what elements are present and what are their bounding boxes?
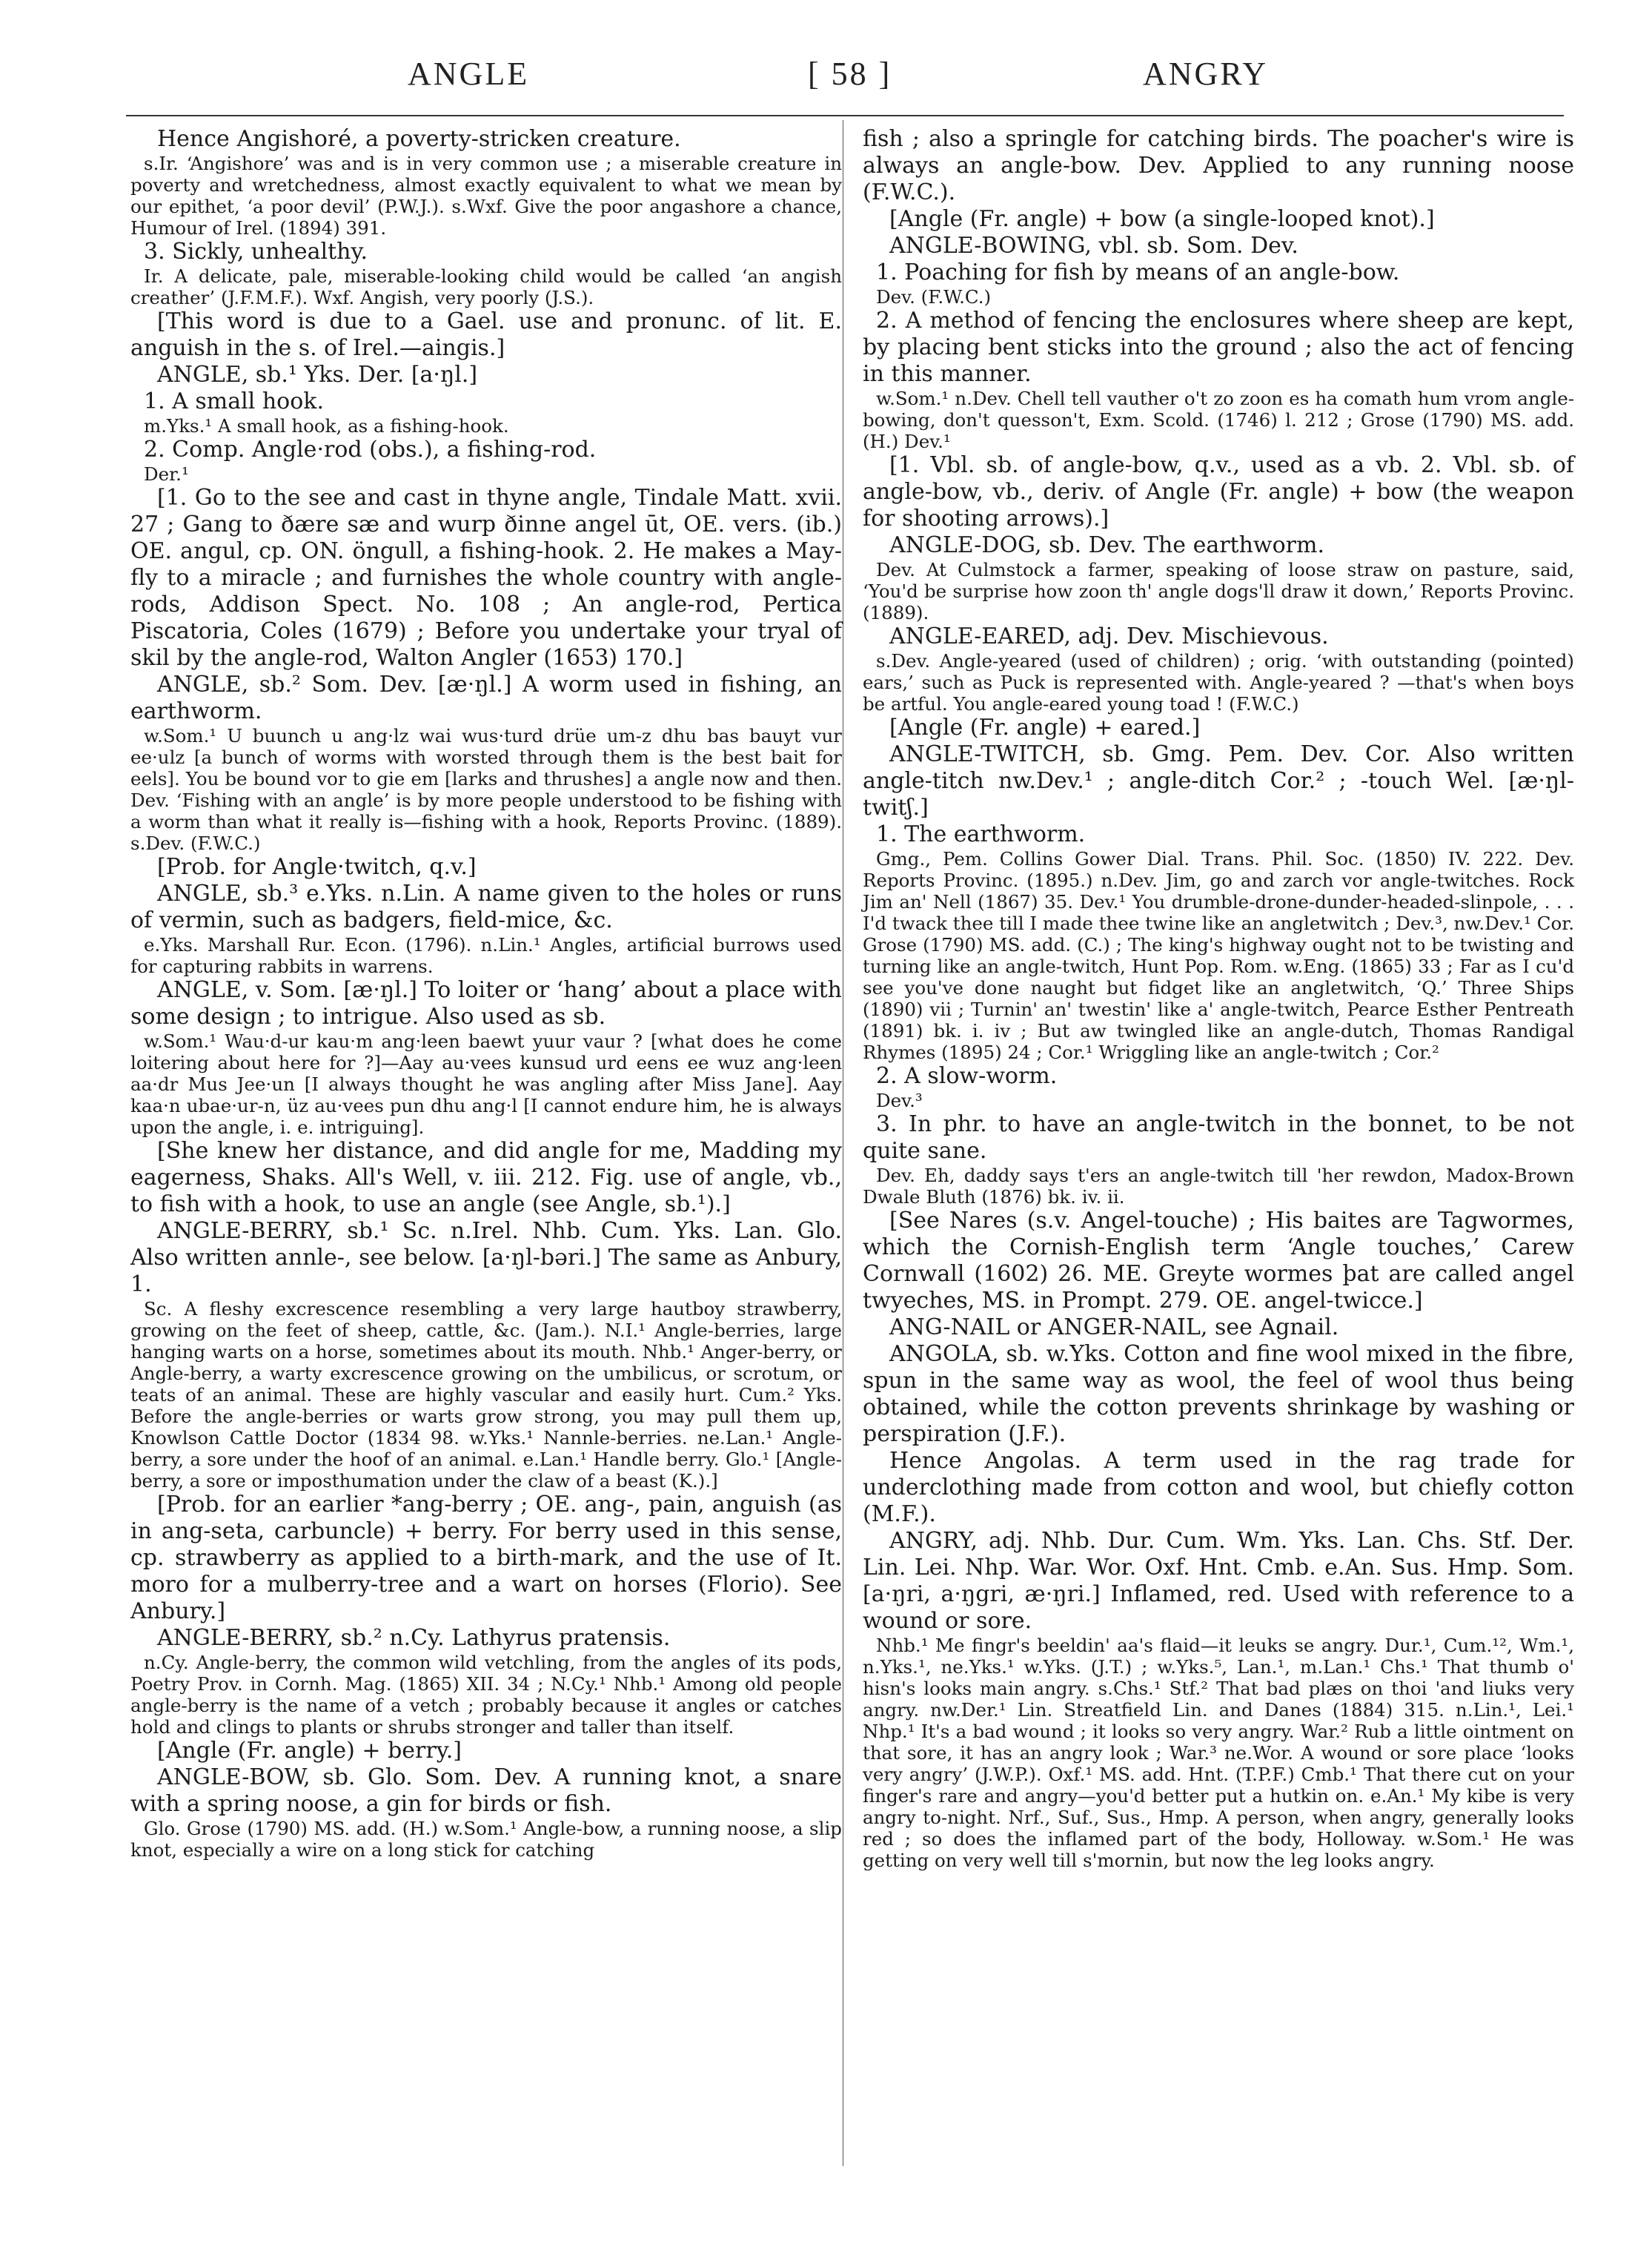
entry-sense: 3. Sickly, unhealthy. [144, 239, 368, 265]
entry-cit: m.Yks.¹ A small hook, as a fishing-hook. [144, 415, 509, 437]
entry-cit: Sc. A fleshy excrescence resembling a very large hautboy strawberry, growing on the feet of sheep, cattle, &c. (Jam.). N.I.¹ Angle-berries, large hanging warts on a horse, sometimes about its mouth. Nhb.¹ Anger-berry, or Angle-berry, a warty excrescence growing on the umbilicus, or scrotum, or teats of an animal. These are highly vascular and easily hurt. Cum.² Yks. Before the angle-berries or warts grow strong, you may pull them up, Knowlson Cattle Doctor (1834 98. w.Yks.¹ Nannle-berries. ne.Lan.¹ Angle-berry, a sore under the hoof of an animal. e.Lan.¹ Handle berry. Glo.¹ [Angle-berry, a sore or imposthumation under the claw of a beast (K.).] [130, 1298, 842, 1492]
entry-cit: e.Yks. Marshall Rur. Econ. (1796). n.Lin.¹ Angles, artificial burrows used for capturing rabbits in warrens. [130, 934, 842, 977]
right-column [863, 126, 1574, 1871]
header-rule [126, 115, 1564, 116]
entry-sense: 1. The earthworm. [876, 821, 1086, 847]
entry-hw: ANGLE-BOWING, vbl. sb. Som. Dev. [889, 233, 1298, 259]
entry-cit: Gmg., Pem. Collins Gower Dial. Trans. Phil. Soc. (1850) IV. 222. Dev. Reports Provinc. (1895.) n.Dev. Jim, go and zarch vor angle-twitches. Rock Jim an' Nell (1867) 35. Dev.¹ You drumble-drone-dunder-headed-slinpole, . . . I'd twack thee till I made thee twine like an angletwitch ; Dev.³, nw.Dev.¹ Cor. Grose (1790) MS. add. (C.) ; The king's highway ought not to be twisting and turning like an angle-twitch, Hunt Pop. Rom. w.Eng. (1865) 33 ; Far as I cu'd see you've done naught but fidget like an angletwitch, ‘Q.’ Three Ships (1890) vii ; Turnin' an' twestin' like a' angle-twitch, Pearce Esther Pentreath (1891) bk. i. iv ; But aw twingled like an angle-dutch, Thomas Randigal Rhymes (1895) 24 ; Cor.¹ Wriggling like an angle-twitch ; Cor.² [863, 848, 1574, 1063]
entry-hw: ANGLE-BOW, sb. Glo. Som. Dev. A running knot, a snare with a spring noose, a gin for birds or fish. [130, 1764, 842, 1817]
entry-note: [Prob. for Angle·twitch, q.v.] [157, 854, 477, 880]
entry-hw: ANG-NAIL or ANGER-NAIL, see Agnail. [889, 1314, 1339, 1340]
entry-hw: ANGLE-BERRY, sb.¹ Sc. n.Irel. Nhb. Cum. Yks. Lan. Glo. Also written annle-, see below. [a·ŋl-bəri.] The same as Anbury, 1. [130, 1218, 842, 1297]
entry-sense: 2. A method of fencing the enclosures where sheep are kept, by placing bent sticks into the ground ; also the act of fencing in this manner. [863, 308, 1574, 387]
entry-note: [Angle (Fr. angle) + berry.] [157, 1738, 462, 1764]
entry-note: [1. Vbl. sb. of angle-bow, q.v., used as a vb. 2. Vbl. sb. of angle-bow, vb., deriv. of Angle (Fr. angle) + bow (the weapon for shooting arrows).] [863, 452, 1574, 532]
entry-cit: w.Som.¹ Wau·d-ur kau·m ang·leen baewt yuur vaur ? [what does he come loitering about here for ?]—Aay au·vees kunsud urd eens ee wuz ang·leen aa·dr Mus Jee·un [I always thought he was angling after Miss Jane]. Aay kaa·n ubae·ur-n, üz au·vees pun dhu ang·l [I cannot endure him, he is always upon the angle, i. e. intriguing]. [130, 1030, 842, 1138]
entry-hw: ANGLE-TWITCH, sb. Gmg. Pem. Dev. Cor. Also written angle-titch nw.Dev.¹ ; angle-ditch Cor.² ; -touch Wel. [æ·ŋl-twitʃ.] [863, 741, 1574, 821]
entry-cit: Dev. At Culmstock a farmer, speaking of loose straw on pasture, said, ‘You'd be surprise how zoon th' angle dogs'll draw it down,’ Reports Provinc. (1889). [863, 559, 1574, 623]
entry-tag: Dev. (F.W.C.) [876, 286, 992, 308]
entry-hw: ANGOLA, sb. w.Yks. Cotton and fine wool mixed in the fibre, spun in the same way as wool, the feel of wool thus being obtained, while the cotton prevents shrinkage by washing or perspiration (J.F.). [863, 1341, 1574, 1447]
entry-note: [Angle (Fr. angle) + eared.] [889, 715, 1201, 741]
entry-hw: ANGLE-EARED, adj. Dev. Mischievous. [889, 623, 1329, 649]
entry-cit: Ir. A delicate, pale, miserable-looking child would be called ‘an angish creather’ (J.F.M.F.). Wxf. Angish, very poorly (J.S.). [130, 265, 842, 308]
entry-cit: Glo. Grose (1790) MS. add. (H.) w.Som.¹ Angle-bow, a running noose, a slip knot, especially a wire on a long stick for catching [130, 1818, 842, 1861]
entry-note: [This word is due to a Gael. use and pronunc. of lit. E. anguish in the s. of Irel.—aingis.] [130, 308, 842, 361]
entry-note: [Prob. for an earlier *ang-berry ; OE. ang-, pain, anguish (as in ang-seta, carbuncle) + berry. For berry used in this sense, cp. strawberry as applied to a birth-mark, and the use of It. moro for a mulberry-tree and a wart on horses (Florio). See Anbury.] [130, 1492, 842, 1624]
entry-sense: 1. A small hook. [144, 388, 324, 414]
entry-tag: Der.¹ [144, 463, 189, 485]
entry-note: [See Nares (s.v. Angel-touche) ; His baites are Tagwormes, which the Cornish-English term ‘Angle touches,’ Carew Cornwall (1602) 26. ME. Greyte wormes þat are called angel twyeches, MS. in Prompt. 279. OE. angel-twicce.] [863, 1208, 1574, 1314]
entry-hw: ANGLE-DOG, sb. Dev. The earthworm. [889, 532, 1324, 558]
entry-tag: Dev.³ [876, 1090, 923, 1111]
entry-note: [She knew her distance, and did angle for me, Madding my eagerness, Shaks. All's Well, v. iii. 212. Fig. use of angle, vb., to fish with a hook, to use an angle (see Angle, sb.¹).] [130, 1138, 842, 1217]
entry-cit: w.Som.¹ U buunch u ang·lz wai wus·turd drüe um-z dhu bas bauyt vur ee·ulz [a bunch of worms with worsted through them is the best bait for eels]. You be bound vor to gie em [larks and thrushes] a angle now and then. Dev. ‘Fishing with an angle’ is by more people understood to be fishing with a worm than what it really is—fishing with a hook, Reports Provinc. (1889). s.Dev. (F.W.C.) [130, 725, 842, 854]
entry-note: [1. Go to the see and cast in thyne angle, Tindale Matt. xvii. 27 ; Gang to ðære sæ and wurp ðinne angel ūt, OE. vers. (ib.) OE. angul, cp. ON. öngull, a fishing-hook. 2. He makes a May-fly to a miracle ; and furnishes the whole country with angle-rods, Addison Spect. No. 108 ; An angle-rod, Pertica Piscatoria, Coles (1679) ; Before you undertake your tryal of skil by the angle-rod, Walton Angler (1653) 170.] [130, 485, 842, 671]
entry-hw: ANGLE, sb.¹ Yks. Der. [a·ŋl.] [157, 362, 478, 388]
entry-sense: 1. Poaching for fish by means of an angle-bow. [876, 259, 1400, 285]
entry-hw: Hence Angolas. A term used in the rag trade for underclothing made from cotton and wool, but chiefly cotton (M.F.). [863, 1448, 1574, 1527]
running-head-left: ANGLE [408, 56, 530, 92]
entry-cit: w.Som.¹ n.Dev. Chell tell vauther o't zo zoon es ha comath hum vrom angle-bowing, don't quesson't, Exm. Scold. (1746) l. 212 ; Grose (1790) MS. add. (H.) Dev.¹ [863, 388, 1574, 452]
entry-cit: s.Ir. ‘Angishore’ was and is in very common use ; a miserable creature in poverty and wretchedness, almost exactly equivalent to what we mean by our epithet, ‘a poor devil’ (P.W.J.). s.Wxf. Give the poor angashore a chance, Humour of Irel. (1894) 391. [130, 153, 842, 239]
entry-cit: s.Dev. Angle-yeared (used of children) ; orig. ‘with outstanding (pointed) ears,’ such as Puck is represented with. Angle-yeared ? —that's when boys be artful. You angle-eared young toad ! (F.W.C.) [863, 650, 1574, 715]
entry-sense: 2. Comp. Angle·rod (obs.), a fishing-rod. [144, 437, 597, 463]
entry-note: [Angle (Fr. angle) + bow (a single-looped knot).] [889, 206, 1435, 232]
entry-cit: n.Cy. Angle-berry, the common wild vetchling, from the angles of its pods, Poetry Prov. in Cornh. Mag. (1865) XII. 34 ; N.Cy.¹ Nhb.¹ Among old people angle-berry is the name of a vetch ; probably because it angles or catches hold and clings to plants or shrubs stronger and taller than itself. [130, 1652, 842, 1738]
entry-hw: ANGLE-BERRY, sb.² n.Cy. Lathyrus pratensis. [157, 1625, 671, 1651]
entry-sense: 2. A slow-worm. [876, 1063, 1058, 1089]
running-head-right: ANGRY [1143, 56, 1269, 92]
entry-pl: fish ; also a springle for catching birds. The poacher's wire is always an angle-bow. Dev. Applied to any running noose (F.W.C.). [863, 126, 1574, 205]
entry-cit: Dev. Eh, daddy says t'ers an angle-twitch till 'her rewdon, Madox-Brown Dwale Bluth (1876) bk. iv. ii. [863, 1165, 1574, 1208]
entry-hw: ANGLE, sb.³ e.Yks. n.Lin. A name given to the holes or runs of vermin, such as badgers, field-mice, &c. [130, 881, 842, 933]
entry-hw: Hence Angishoré, a poverty-stricken creature. [157, 126, 681, 152]
left-column [130, 126, 842, 1861]
page-number: [ 58 ] [808, 56, 892, 92]
entry-sense: 3. In phr. to have an angle-twitch in the bonnet, to be not quite sane. [863, 1111, 1574, 1164]
entry-hw: ANGLE, sb.² Som. Dev. [æ·ŋl.] A worm used in fishing, an earthworm. [130, 672, 842, 724]
running-head [126, 55, 1564, 99]
entry-cit: Nhb.¹ Me fingr's beeldin' aa's flaid—it leuks se angry. Dur.¹, Cum.¹², Wm.¹, n.Yks.¹, ne.Yks.¹ w.Yks. (J.T.) ; w.Yks.⁵, Lan.¹, m.Lan.¹ Chs.¹ That thumb o' hisn's looks main angry. s.Chs.¹ Stf.² That bad plæs on thoi 'and liuks very angry. nw.Der.¹ Lin. Streatfield Lin. and Danes (1884) 315. n.Lin.¹, Lei.¹ Nhp.¹ It's a bad wound ; it looks so very angry. War.² Rub a little ointment on that sore, it has an angry look ; War.³ ne.Wor. A wound or sore place ‘looks very angry’ (J.W.P.). Oxf.¹ MS. add. Hnt. (T.P.F.) Cmb.¹ That there cut on your finger's rare and angry—you'd better put a hutkin on. e.An.¹ My kibe is very angry to-night. Nrf., Suf., Sus., Hmp. A person, when angry, generally looks red ; so does the inflamed part of the body, Holloway. w.Som.¹ He was getting on very well till s'mornin, but now the leg looks angry. [863, 1635, 1574, 1871]
entry-hw: ANGLE, v. Som. [æ·ŋl.] To loiter or ‘hang’ about a place with some design ; to intrigue. Also used as sb. [130, 977, 842, 1030]
entry-hw: ANGRY, adj. Nhb. Dur. Cum. Wm. Yks. Lan. Chs. Stf. Der. Lin. Lei. Nhp. War. Wor. Oxf. Hnt. Cmb. e.An. Sus. Hmp. Som. [a·ŋri, a·ŋgri, æ·ŋri.] Inflamed, red. Used with reference to a wound or sore. [863, 1528, 1574, 1634]
